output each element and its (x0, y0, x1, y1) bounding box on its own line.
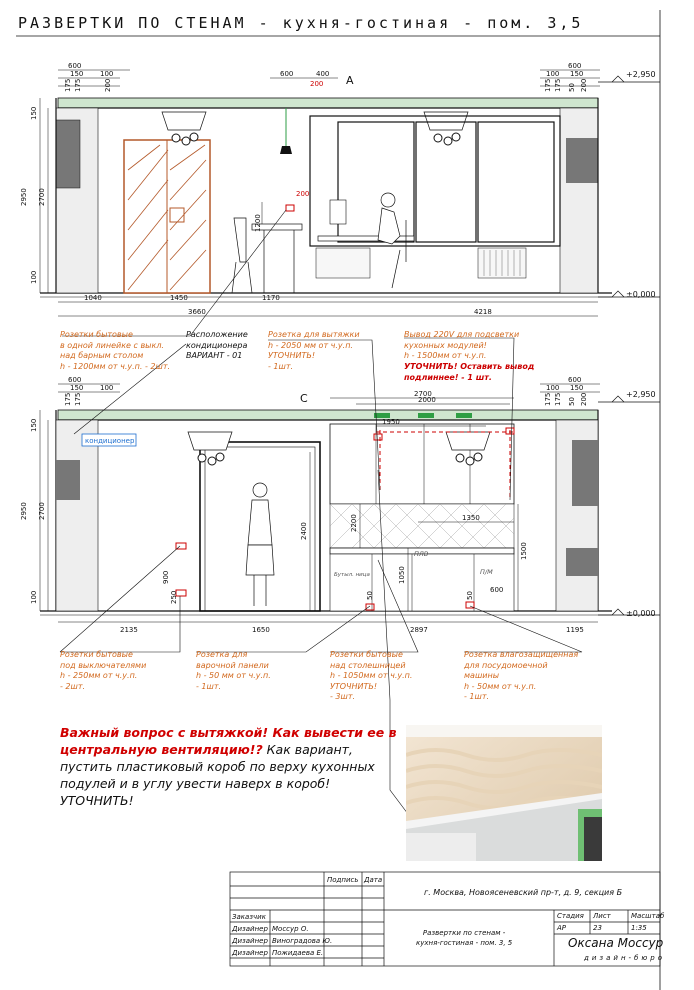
stamp-name-3: Виноградова Ю. (272, 937, 333, 945)
dim-a-top-1: 600 (68, 62, 82, 70)
dim-a-side-4: 100 (30, 270, 38, 284)
dim-c-inner-9: 50 (366, 591, 374, 600)
brand-subtitle: дизайн-бюро (584, 954, 665, 962)
stamp-role-3: Дизайнер (232, 937, 268, 945)
dim-c-inner-4: 1500 (520, 542, 528, 560)
dim-a-top-16: 200 (580, 78, 588, 92)
dim-a-side-2: 2950 (20, 188, 28, 206)
stamp-address: г. Москва, Новоясеневский пр-т, д. 9, секция Б (424, 888, 623, 897)
dim-a-inner-2: 200 (296, 190, 310, 198)
dim-c-top-13: 175 (554, 392, 562, 406)
stamp-role-2: Дизайнер (232, 925, 268, 933)
cabinet-label-plv: ПЛВ (414, 550, 429, 558)
dim-c-inner-5: 1350 (462, 514, 480, 522)
stamp-header-signature: Подпись (327, 876, 359, 884)
dim-a-top-2: 150 (70, 70, 84, 78)
dim-c-top-14: 50 (568, 397, 576, 406)
dim-a-side-1: 150 (30, 106, 38, 120)
elevation-a-label: A (346, 74, 354, 87)
dim-c-top-2: 150 (70, 384, 84, 392)
dim-a-top-13: 175 (544, 78, 552, 92)
stamp-scale: 1:35 (631, 924, 647, 932)
dim-a-top-9: 200 (310, 80, 324, 88)
dim-c-inner-6: 900 (162, 570, 170, 584)
dim-c-top-1: 600 (68, 376, 82, 384)
conditioner-label: кондиционер (85, 437, 135, 445)
dim-c-top-15: 200 (580, 392, 588, 406)
dim-c-top-6: 2700 (414, 390, 432, 398)
cabinet-label-pm: П/М (480, 568, 493, 576)
dim-a-top-7: 600 (280, 70, 294, 78)
level-zero-c: ±0,000 (626, 609, 656, 618)
dim-a-side-3: 2700 (38, 188, 46, 206)
stamp-scale-label: Масштаб (631, 912, 665, 920)
stamp-name-2: Моссур О. (272, 925, 309, 933)
dim-c-top-9: 600 (568, 376, 582, 384)
cabinet-label-bottle: Бутыл. ница (334, 572, 370, 578)
stamp-sheet-title: Развертки по стенам - кухня-гостиная - пом. 3, 5 (416, 929, 513, 947)
dim-c-top-12: 175 (544, 392, 552, 406)
stamp-stage-label: Стадия (557, 912, 584, 920)
dim-a-top-10: 600 (568, 62, 582, 70)
hood-question-highlight: Важный вопрос с вытяжкой! Как вывести ее в центральную вентиляцию!? (60, 725, 397, 757)
dim-a-inner-1: 1200 (254, 214, 262, 232)
dim-a-top-3: 100 (100, 70, 114, 78)
note-c1: Розетки бытовые под выключателями h - 250мм от ч.у.п. - 2шт. (60, 650, 147, 691)
note-a2: Расположение кондиционера ВАРИАНТ - 01 (186, 330, 248, 360)
stamp-sheet-label: Лист (593, 912, 611, 920)
dim-c-top-7: 2000 (418, 396, 436, 404)
dim-c-inner-8: 600 (490, 586, 504, 594)
dim-c-inner-10: 50 (466, 591, 474, 600)
dim-a-top-11: 150 (570, 70, 584, 78)
dim-c-side-3: 2700 (38, 502, 46, 520)
dim-c-top-5: 175 (74, 392, 82, 406)
dim-c-bottom-4: 1195 (566, 626, 584, 634)
stamp-role-4: Дизайнер (232, 949, 268, 957)
dim-a-bottom-5: 3660 (188, 308, 206, 316)
dim-a-top-14: 175 (554, 78, 562, 92)
note-c4: Розетка влагозащищенная для посудомоечной машины h - 50мм от ч.у.п. - 1шт. (464, 650, 579, 701)
stamp-header-date: Дата (364, 876, 383, 884)
dim-a-top-6: 200 (104, 78, 112, 92)
dim-c-top-10: 150 (570, 384, 584, 392)
dim-a-top-4: 175 (64, 78, 72, 92)
dim-c-inner-1: 2400 (300, 522, 308, 540)
dim-a-bottom-2: 1450 (170, 294, 188, 302)
note-a4: Вывод 220V для подсветки кухонных модулей! h - 1500мм от ч.у.п. (404, 330, 520, 360)
dim-c-side-1: 150 (30, 418, 38, 432)
dim-c-bottom-3: 2897 (410, 626, 428, 634)
dim-a-top-5: 175 (74, 78, 82, 92)
dim-c-inner-3: 1050 (398, 566, 406, 584)
page-title: РАЗВЕРТКИ ПО СТЕНАМ - кухня-гостиная - пом. 3,5 (18, 14, 584, 32)
note-c3: Розетки бытовые над столешницей h - 1050мм от ч.у.п. УТОЧНИТЬ! - 3шт. (330, 650, 413, 701)
elevation-c-label: C (300, 392, 308, 405)
stamp-sheet-number: 23 (593, 924, 602, 932)
dim-c-bottom-2: 1650 (252, 626, 270, 634)
note-c2: Розетка для варочной панели h - 50 мм от ч.у.п. - 1шт. (196, 650, 271, 691)
level-top-a: +2,950 (626, 70, 656, 79)
dim-c-side-4: 100 (30, 590, 38, 604)
dim-c-side-2: 2950 (20, 502, 28, 520)
dim-a-top-15: 50 (568, 83, 576, 92)
dim-c-top-3: 100 (100, 384, 114, 392)
dim-c-top-4: 175 (64, 392, 72, 406)
dim-a-bottom-1: 1040 (84, 294, 102, 302)
dim-c-top-8: 1950 (382, 418, 400, 426)
hood-question-rest: Как вариант, пустить пластиковый короб по верху кухонных подулей и в углу увести наверх в короб! УТОЧНИТЬ! (60, 742, 375, 808)
note-a1: Розетки бытовые в одной линейке с выкл. над барным столом h - 1200мм от ч.у.п. - 2шт. (60, 330, 171, 371)
dim-a-top-12: 100 (546, 70, 560, 78)
dim-c-top-11: 100 (546, 384, 560, 392)
dim-c-bottom-1: 2135 (120, 626, 138, 634)
dim-a-top-8: 400 (316, 70, 330, 78)
dim-a-bottom-4: 4218 (474, 308, 492, 316)
dim-c-inner-2: 2200 (350, 514, 358, 532)
note-a4b: УТОЧНИТЬ! Оставить вывод подлиннее! - 1 шт. (404, 362, 535, 382)
level-top-c: +2,950 (626, 390, 656, 399)
level-zero-a: ±0,000 (626, 290, 656, 299)
brand-name: Оксана Моссур (568, 936, 664, 950)
stamp-stage: АР (557, 924, 567, 932)
note-a3: Розетка для вытяжки h - 2050 мм от ч.у.п. УТОЧНИТЬ! - 1шт. (268, 330, 360, 371)
dim-a-bottom-3: 1170 (262, 294, 280, 302)
dim-c-inner-7: 250 (170, 590, 178, 604)
stamp-role-1: Заказчик (232, 913, 266, 921)
stamp-name-4: Пожидаева Е. (272, 949, 324, 957)
